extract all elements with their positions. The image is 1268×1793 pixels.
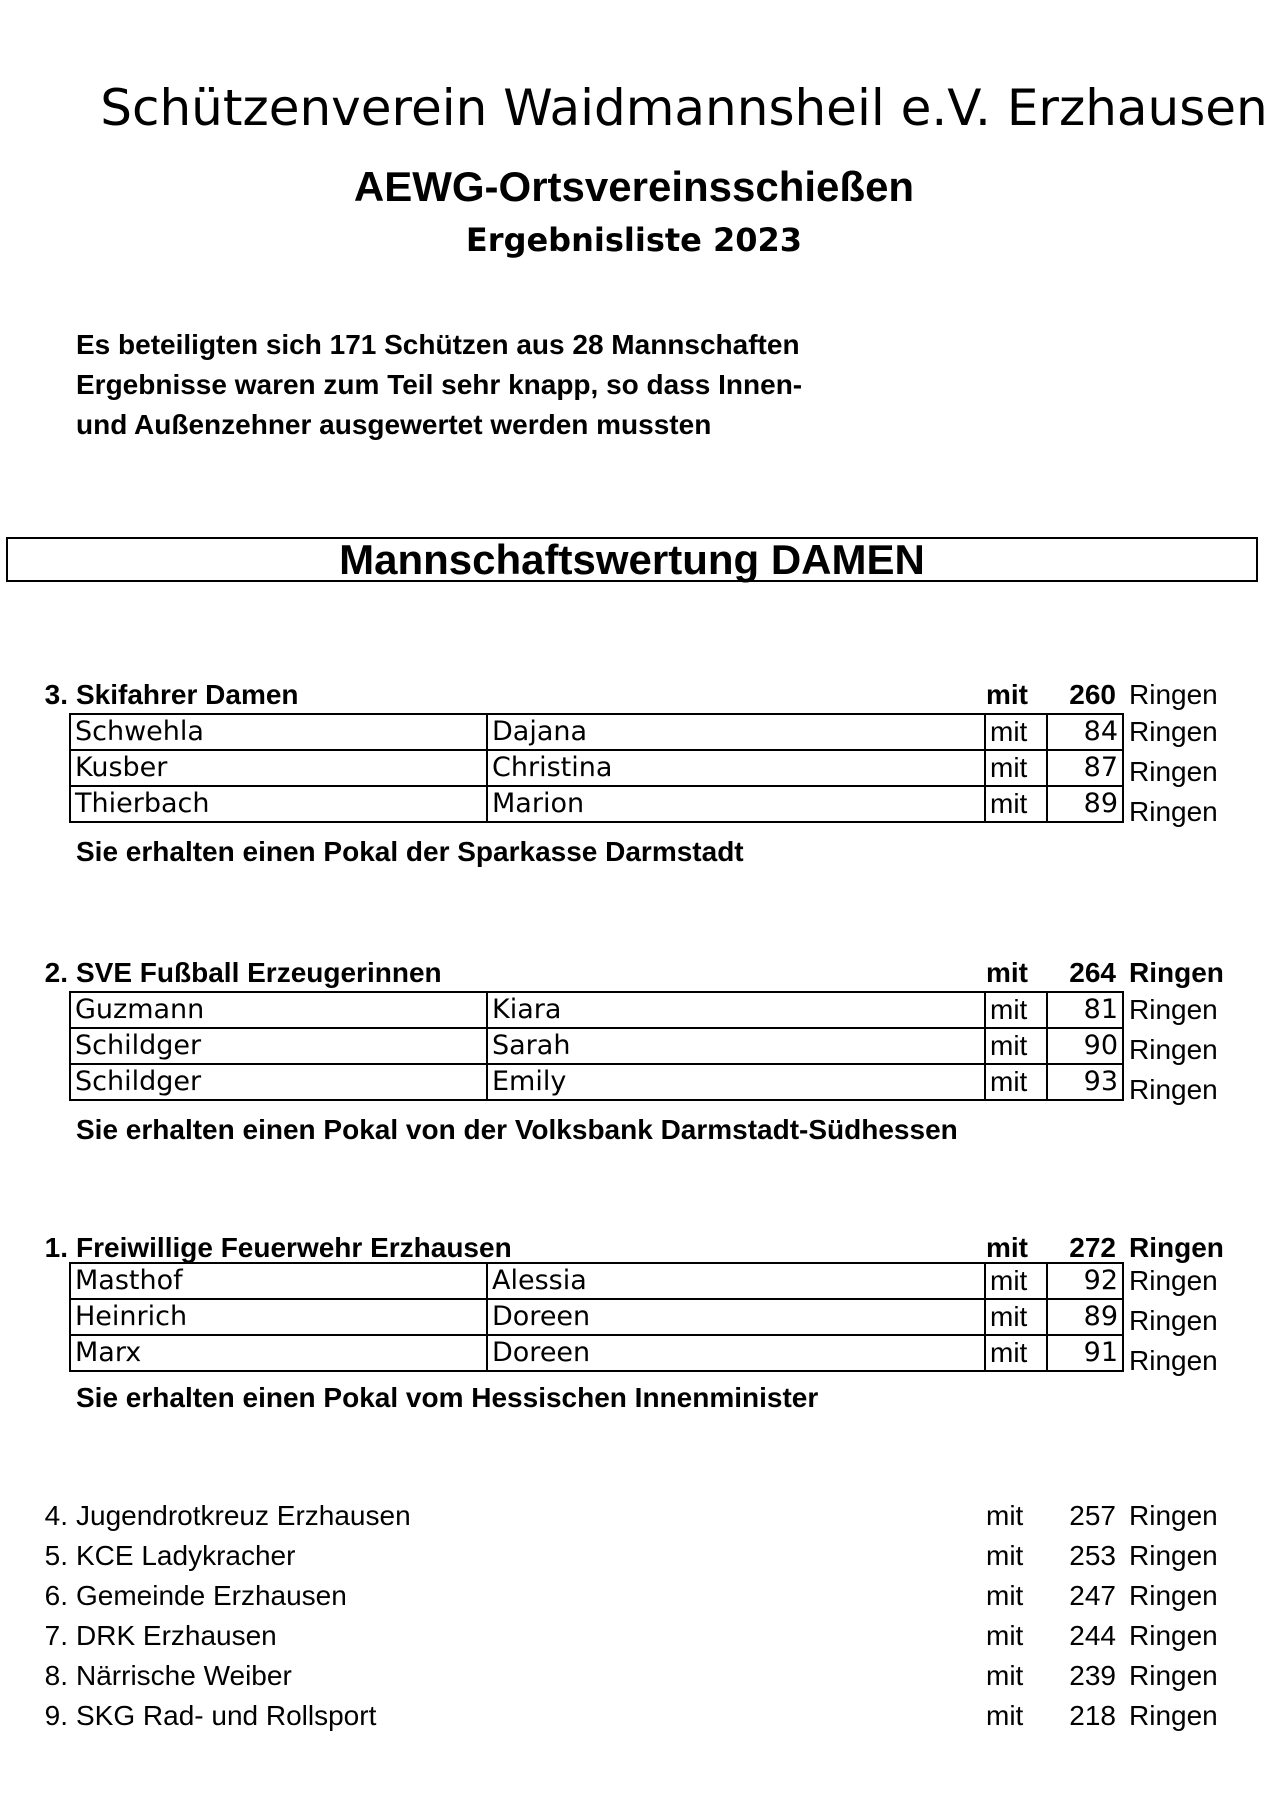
ringen-label: Ringen bbox=[1129, 1232, 1224, 1263]
member-last-name: Thierbach bbox=[70, 786, 487, 822]
team-name: Jugendrotkreuz Erzhausen bbox=[76, 1500, 411, 1531]
mit-label: mit bbox=[985, 1299, 1047, 1335]
member-row bbox=[70, 1299, 1123, 1335]
member-first-name: Dajana bbox=[487, 714, 985, 750]
team-total: 218 bbox=[1069, 1700, 1116, 1731]
ringen-label: Ringen bbox=[1129, 994, 1218, 1025]
team-rank: 4. bbox=[44, 1500, 68, 1531]
mit-label: mit bbox=[986, 1540, 1024, 1571]
member-row bbox=[70, 750, 1123, 786]
mit-label: mit bbox=[985, 1335, 1047, 1371]
ringen-label: Ringen bbox=[1129, 957, 1224, 988]
team-name: DRK Erzhausen bbox=[76, 1620, 277, 1651]
team-name: Freiwillige Feuerwehr Erzhausen bbox=[76, 1232, 512, 1263]
mit-label: mit bbox=[985, 1064, 1047, 1100]
member-last-name: Guzmann bbox=[70, 992, 487, 1028]
team-total: 253 bbox=[1069, 1540, 1116, 1571]
mit-label: mit bbox=[986, 957, 1028, 988]
team-rank: 6. bbox=[44, 1580, 68, 1611]
member-table bbox=[69, 1262, 1124, 1372]
team-rank: 9. bbox=[44, 1700, 68, 1731]
ringen-label: Ringen bbox=[1129, 1265, 1218, 1296]
mit-label: mit bbox=[985, 750, 1047, 786]
ringen-label: Ringen bbox=[1129, 1700, 1218, 1731]
mit-label: mit bbox=[986, 1700, 1024, 1731]
member-rings: 89 bbox=[1047, 1299, 1123, 1335]
ranking-row bbox=[0, 1538, 1268, 1578]
member-rings: 81 bbox=[1047, 992, 1123, 1028]
member-last-name: Masthof bbox=[70, 1263, 487, 1299]
team-total: 260 bbox=[1069, 679, 1116, 710]
intro-line-2: Ergebnisse waren zum Teil sehr knapp, so dass Innen- bbox=[76, 369, 803, 400]
mit-label: mit bbox=[986, 1232, 1028, 1263]
member-table bbox=[69, 991, 1124, 1101]
team-name: SKG Rad- und Rollsport bbox=[76, 1700, 377, 1731]
trophy-note: Sie erhalten einen Pokal vom Hessischen Innenminister bbox=[76, 1382, 819, 1413]
member-last-name: Heinrich bbox=[70, 1299, 487, 1335]
member-first-name: Doreen bbox=[487, 1335, 985, 1371]
mit-label: mit bbox=[985, 1028, 1047, 1064]
team-rank: 3. bbox=[44, 679, 68, 710]
mit-label: mit bbox=[986, 1620, 1024, 1651]
member-last-name: Schildger bbox=[70, 1064, 487, 1100]
member-table bbox=[69, 713, 1124, 823]
ringen-label: Ringen bbox=[1129, 1305, 1218, 1336]
member-rings: 89 bbox=[1047, 786, 1123, 822]
team-name: SVE Fußball Erzeugerinnen bbox=[76, 957, 442, 988]
member-rings: 84 bbox=[1047, 714, 1123, 750]
member-first-name: Marion bbox=[487, 786, 985, 822]
member-first-name: Sarah bbox=[487, 1028, 985, 1064]
member-first-name: Kiara bbox=[487, 992, 985, 1028]
mit-label: mit bbox=[986, 1500, 1024, 1531]
member-first-name: Alessia bbox=[487, 1263, 985, 1299]
team-total: 272 bbox=[1069, 1232, 1116, 1263]
ranking-row bbox=[0, 1698, 1268, 1738]
team-name: Gemeinde Erzhausen bbox=[76, 1580, 347, 1611]
ringen-label: Ringen bbox=[1129, 1074, 1218, 1105]
member-row bbox=[70, 786, 1123, 822]
member-rings: 92 bbox=[1047, 1263, 1123, 1299]
ranking-row bbox=[0, 1578, 1268, 1618]
ranking-row bbox=[0, 1658, 1268, 1698]
mit-label: mit bbox=[985, 1263, 1047, 1299]
trophy-note: Sie erhalten einen Pokal der Sparkasse Darmstadt bbox=[76, 836, 744, 867]
ranking-row bbox=[0, 1618, 1268, 1658]
mit-label: mit bbox=[986, 1660, 1024, 1691]
mit-label: mit bbox=[985, 992, 1047, 1028]
ringen-label: Ringen bbox=[1129, 1540, 1218, 1571]
team-name: KCE Ladykracher bbox=[76, 1540, 296, 1571]
team-total: 244 bbox=[1069, 1620, 1116, 1651]
member-rings: 87 bbox=[1047, 750, 1123, 786]
team-total: 264 bbox=[1069, 957, 1116, 988]
team-rank: 7. bbox=[44, 1620, 68, 1651]
member-last-name: Schwehla bbox=[70, 714, 487, 750]
ringen-label: Ringen bbox=[1129, 1580, 1218, 1611]
member-first-name: Christina bbox=[487, 750, 985, 786]
member-row bbox=[70, 1263, 1123, 1299]
member-first-name: Doreen bbox=[487, 1299, 985, 1335]
ringen-label: Ringen bbox=[1129, 716, 1218, 747]
team-name: Närrische Weiber bbox=[76, 1660, 292, 1691]
team-rank: 8. bbox=[44, 1660, 68, 1691]
team-rank: 5. bbox=[44, 1540, 68, 1571]
member-last-name: Kusber bbox=[70, 750, 487, 786]
member-rings: 93 bbox=[1047, 1064, 1123, 1100]
member-last-name: Schildger bbox=[70, 1028, 487, 1064]
event-title: AEWG-Ortsvereinsschießen bbox=[353, 163, 915, 210]
team-name: Skifahrer Damen bbox=[76, 679, 299, 710]
results-subtitle: Ergebnisliste 2023 bbox=[465, 221, 803, 259]
member-row bbox=[70, 1064, 1123, 1100]
intro-line-3: und Außenzehner ausgewertet werden mussten bbox=[76, 409, 712, 440]
trophy-note: Sie erhalten einen Pokal von der Volksbank Darmstadt-Südhessen bbox=[76, 1114, 958, 1145]
ringen-label: Ringen bbox=[1129, 679, 1218, 710]
ringen-label: Ringen bbox=[1129, 1660, 1218, 1691]
mit-label: mit bbox=[986, 679, 1028, 710]
ringen-label: Ringen bbox=[1129, 1345, 1218, 1376]
member-rings: 91 bbox=[1047, 1335, 1123, 1371]
ringen-label: Ringen bbox=[1129, 796, 1218, 827]
ringen-label: Ringen bbox=[1129, 1620, 1218, 1651]
section-title: Mannschaftswertung DAMEN bbox=[6, 537, 1258, 582]
mit-label: mit bbox=[985, 714, 1047, 750]
ringen-label: Ringen bbox=[1129, 756, 1218, 787]
member-rings: 90 bbox=[1047, 1028, 1123, 1064]
team-rank: 2. bbox=[44, 957, 68, 988]
intro-line-1: Es beteiligten sich 171 Schützen aus 28 Mannschaften bbox=[76, 329, 800, 360]
member-last-name: Marx bbox=[70, 1335, 487, 1371]
team-total: 247 bbox=[1069, 1580, 1116, 1611]
member-row bbox=[70, 992, 1123, 1028]
mit-label: mit bbox=[985, 786, 1047, 822]
member-first-name: Emily bbox=[487, 1064, 985, 1100]
ranking-row bbox=[0, 1498, 1268, 1538]
team-rank: 1. bbox=[44, 1232, 68, 1263]
ringen-label: Ringen bbox=[1129, 1500, 1218, 1531]
member-row bbox=[70, 714, 1123, 750]
member-row bbox=[70, 1028, 1123, 1064]
club-name: Schützenverein Waidmannsheil e.V. Erzhausen bbox=[100, 79, 1268, 137]
team-total: 239 bbox=[1069, 1660, 1116, 1691]
team-total: 257 bbox=[1069, 1500, 1116, 1531]
ringen-label: Ringen bbox=[1129, 1034, 1218, 1065]
mit-label: mit bbox=[986, 1580, 1024, 1611]
member-row bbox=[70, 1335, 1123, 1371]
